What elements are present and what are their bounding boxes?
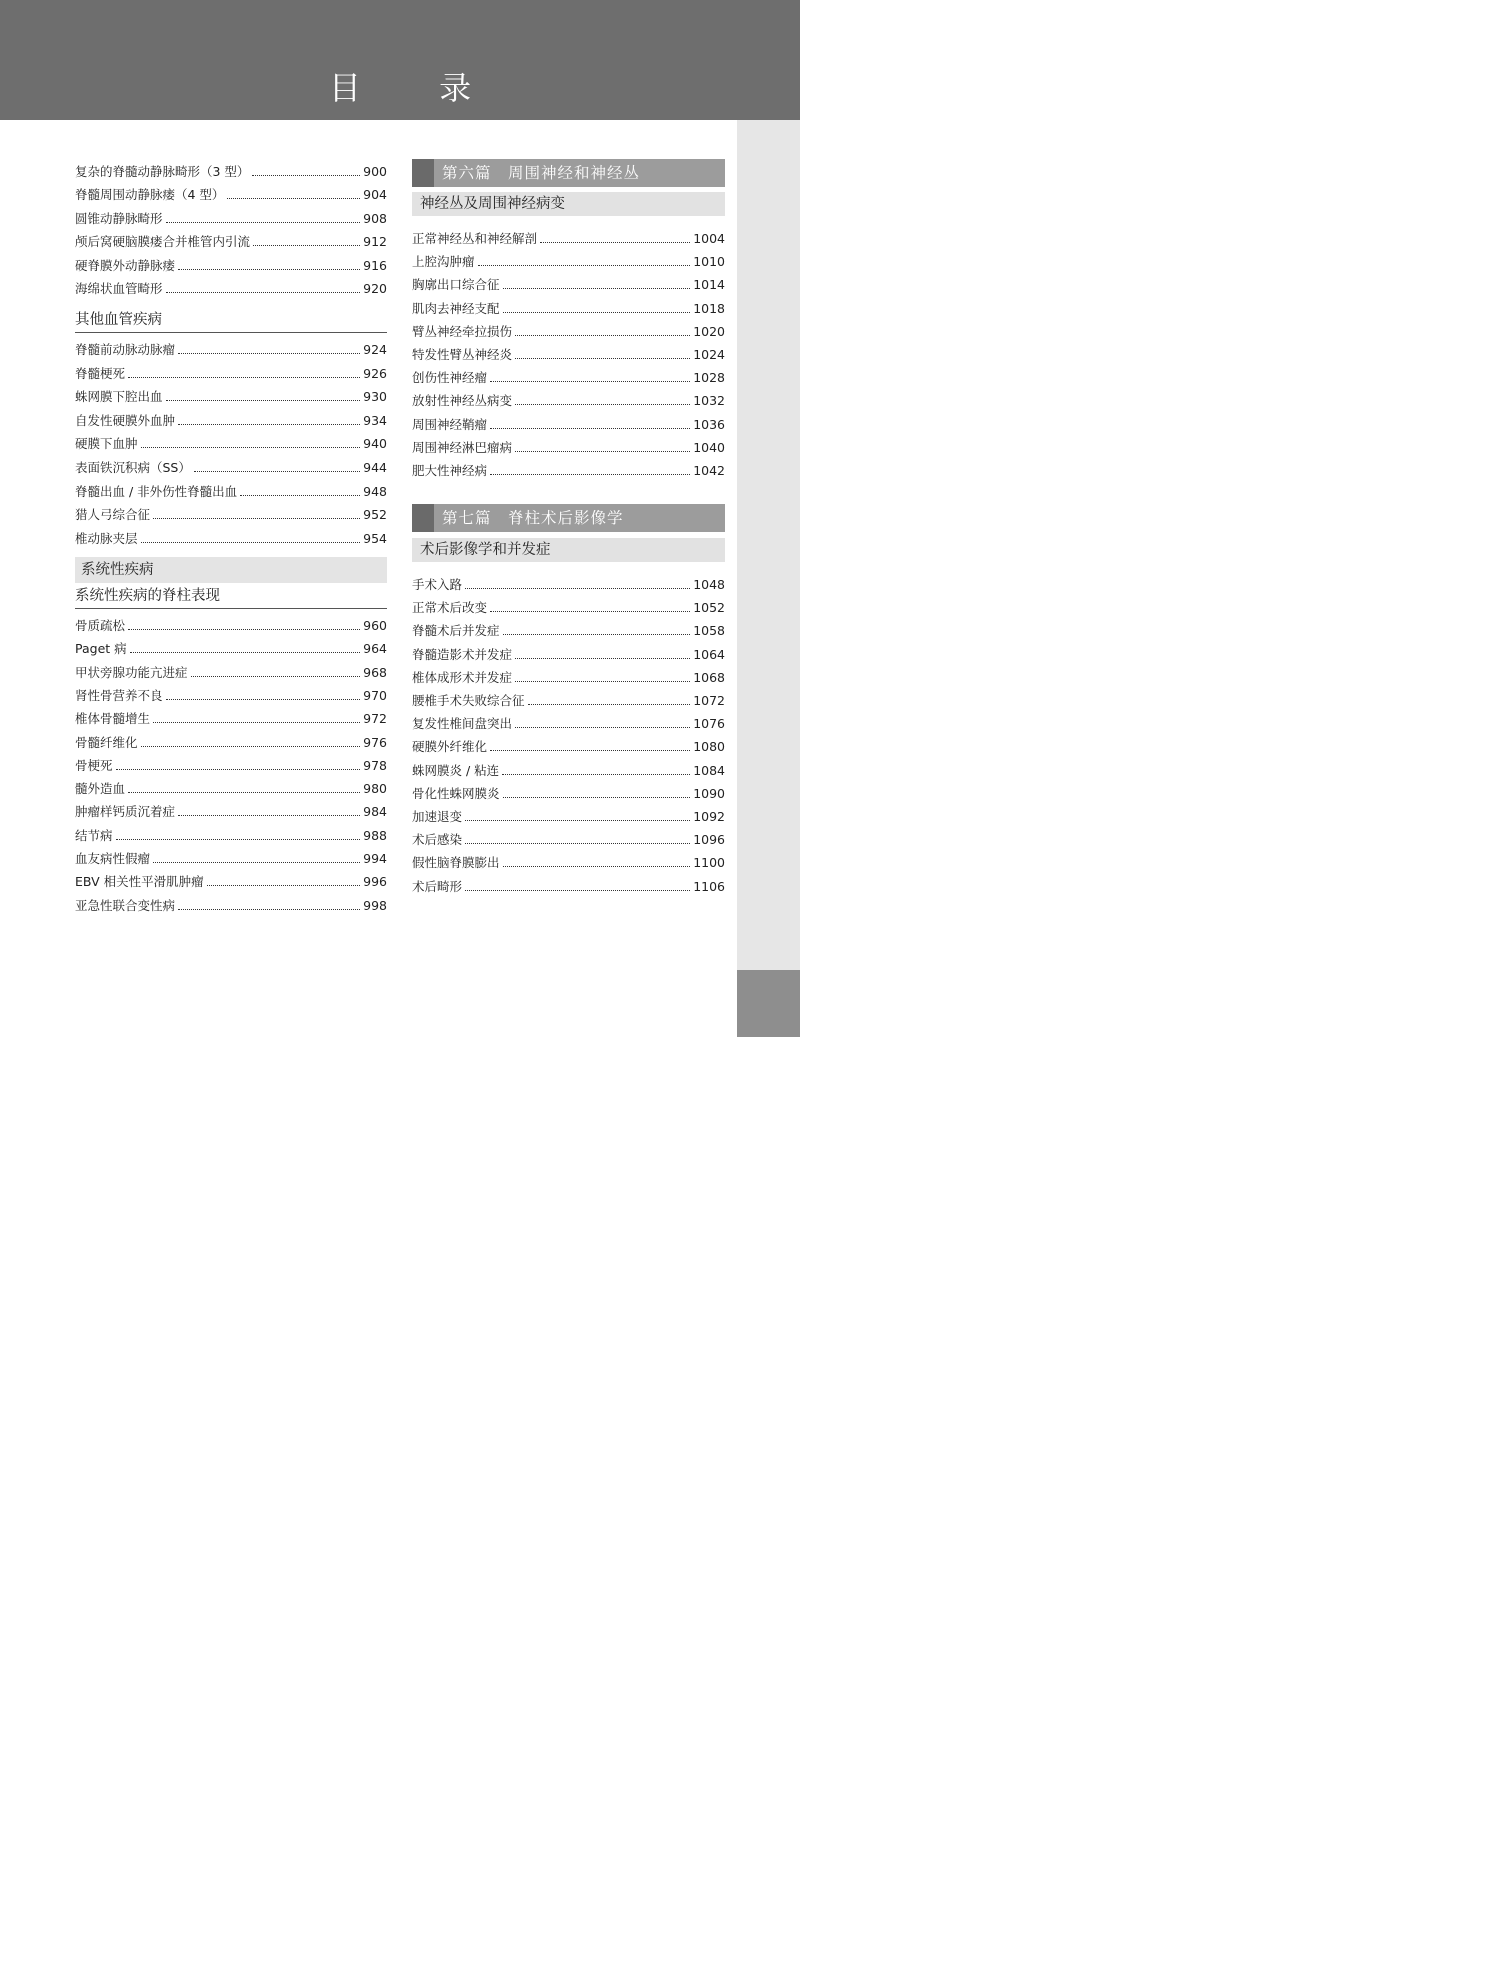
toc-entry-page: 1048 xyxy=(693,577,725,592)
toc-entry-title: 术后感染 xyxy=(412,832,463,848)
toc-leader-dots xyxy=(253,245,360,246)
toc-entry-title: 椎体成形术并发症 xyxy=(412,669,513,685)
toc-leader-dots xyxy=(116,839,361,840)
toc-leader-dots xyxy=(515,404,690,405)
toc-entry-title: 肿瘤样钙质沉着症 xyxy=(75,804,176,820)
toc-entry-page: 1014 xyxy=(693,277,725,293)
toc-entry-page: 1042 xyxy=(693,463,725,478)
toc-entry-title: 脊髓造影术并发症 xyxy=(412,646,513,662)
toc-entry[interactable] xyxy=(412,805,725,825)
toc-entry-page: 1064 xyxy=(693,646,725,662)
page-number-tab xyxy=(737,970,1495,1967)
toc-entry-page: 1096 xyxy=(693,832,725,848)
toc-leader-dots xyxy=(178,909,360,910)
toc-entry-title: 猎人弓综合征 xyxy=(75,507,151,523)
toc-entry-title: 肾性骨营养不良 xyxy=(75,687,163,703)
part-six-subheading xyxy=(412,192,725,216)
toc-entry-title: 周围神经淋巴瘤病 xyxy=(412,439,513,455)
toc-entry[interactable] xyxy=(412,413,725,433)
toc-entry-page: 904 xyxy=(363,187,387,203)
toc-entry[interactable] xyxy=(412,573,725,593)
toc-entry[interactable] xyxy=(75,731,387,751)
toc-leader-dots xyxy=(166,292,361,293)
toc-entry-page: 1018 xyxy=(693,300,725,316)
toc-entry-title: 特发性臂丛神经炎 xyxy=(412,347,513,362)
toc-entry[interactable] xyxy=(75,503,387,523)
toc-entry-page: 916 xyxy=(363,257,387,273)
part-seven-accent xyxy=(412,504,434,532)
toc-leader-dots xyxy=(465,588,690,589)
toc-leader-dots xyxy=(490,474,690,475)
toc-entry[interactable] xyxy=(75,480,387,500)
toc-entry-title: 椎体骨髓增生 xyxy=(75,711,151,727)
toc-leader-dots xyxy=(252,175,360,176)
toc-entry-page: 934 xyxy=(363,412,387,428)
toc-entry-page: 948 xyxy=(363,483,387,499)
part-seven-subheading-label: 术后影像学和并发症 xyxy=(420,542,551,558)
toc-entry-page: 1040 xyxy=(693,439,725,455)
toc-entry[interactable] xyxy=(412,851,725,871)
toc-entry[interactable] xyxy=(412,782,725,802)
toc-entry-title: 圆锥动静脉畸形 xyxy=(75,210,163,226)
toc-entry-page: 1072 xyxy=(693,693,725,708)
toc-entry-title: 创伤性神经瘤 xyxy=(412,370,488,386)
toc-leader-dots xyxy=(191,676,361,677)
toc-entry-page: 994 xyxy=(363,851,387,866)
toc-entry[interactable] xyxy=(412,436,725,456)
toc-leader-dots xyxy=(166,400,361,401)
toc-entry-title: 海绵状血管畸形 xyxy=(75,281,163,296)
toc-entry[interactable] xyxy=(412,459,725,479)
toc-entry-page: 984 xyxy=(363,804,387,820)
toc-entry[interactable] xyxy=(412,643,725,663)
toc-leader-dots xyxy=(503,634,691,635)
part-seven-subheading xyxy=(412,538,725,562)
toc-entry-page: 1092 xyxy=(693,809,725,824)
toc-leader-dots xyxy=(153,518,360,519)
toc-entry-page: 960 xyxy=(363,618,387,633)
toc-entry-title: 蛛网膜炎 / 粘连 xyxy=(412,762,500,778)
toc-entry-page: 912 xyxy=(363,234,387,250)
toc-entry[interactable] xyxy=(75,527,387,547)
toc-entry-page: 926 xyxy=(363,365,387,381)
toc-leader-dots xyxy=(515,451,690,452)
toc-entry-page: 1032 xyxy=(693,393,725,409)
toc-entry[interactable] xyxy=(75,338,387,358)
part-six-subheading-label: 神经丛及周围神经病变 xyxy=(420,196,565,212)
toc-leader-dots xyxy=(116,769,361,770)
toc-entry-title: 脊髓前动脉动脉瘤 xyxy=(75,342,176,357)
toc-entry-title: 加速退变 xyxy=(412,809,463,824)
toc-entry[interactable] xyxy=(412,366,725,386)
toc-entry-page: 1090 xyxy=(693,785,725,801)
toc-entry-title: 蛛网膜下腔出血 xyxy=(75,389,163,405)
toc-entry-title: 血友病性假瘤 xyxy=(75,851,151,866)
toc-leader-dots xyxy=(178,353,360,354)
toc-leader-dots xyxy=(515,681,690,682)
toc-leader-dots xyxy=(240,495,360,496)
toc-entry-title: 骨化性蛛网膜炎 xyxy=(412,785,500,801)
toc-entry-page: 980 xyxy=(363,781,387,797)
part-six-title: 第六篇 周围神经和神经丛 xyxy=(442,164,641,182)
toc-entry-title: 上腔沟肿瘤 xyxy=(412,254,475,270)
toc-leader-dots xyxy=(503,288,691,289)
toc-entry-page: 970 xyxy=(363,687,387,703)
toc-entry-page: 996 xyxy=(363,874,387,890)
toc-entry[interactable] xyxy=(75,207,387,227)
toc-entry-page: 976 xyxy=(363,734,387,750)
toc-entry-page: 940 xyxy=(363,436,387,452)
toc-entry[interactable] xyxy=(75,824,387,844)
toc-entry-page: 1084 xyxy=(693,762,725,778)
toc-entry-title: Paget 病 xyxy=(75,641,127,657)
toc-entry[interactable] xyxy=(75,894,387,914)
part-six-accent xyxy=(412,159,434,187)
toc-entry-page: 1028 xyxy=(693,370,725,386)
toc-leader-dots xyxy=(515,658,690,659)
toc-entry[interactable] xyxy=(412,666,725,686)
toc-entry[interactable] xyxy=(75,800,387,820)
toc-entry-title: 骨质疏松 xyxy=(75,618,126,633)
toc-entry-title: 假性脑脊膜膨出 xyxy=(412,855,500,871)
toc-entry-page: 998 xyxy=(363,897,387,913)
toc-entry-page: 1052 xyxy=(693,600,725,616)
toc-entry-title: EBV 相关性平滑肌肿瘤 xyxy=(75,874,204,890)
toc-entry-page: 1106 xyxy=(693,878,725,894)
toc-entry-title: 复杂的脊髓动静脉畸形（3 型） xyxy=(75,164,250,179)
toc-entry-title: 臂丛神经牵拉损伤 xyxy=(412,323,513,339)
toc-leader-dots xyxy=(540,242,690,243)
toc-entry[interactable] xyxy=(75,230,387,250)
toc-entry-title: 骨梗死 xyxy=(75,757,113,773)
toc-entry[interactable] xyxy=(75,754,387,774)
toc-entry-title: 硬脊膜外动静脉瘘 xyxy=(75,257,176,273)
toc-entry[interactable] xyxy=(412,343,725,363)
toc-entry[interactable] xyxy=(412,227,725,247)
toc-entry-page: 1100 xyxy=(693,855,725,871)
toc-entry-title: 自发性硬膜外血肿 xyxy=(75,412,176,428)
toc-leader-dots xyxy=(166,699,361,700)
toc-leader-dots xyxy=(515,335,690,336)
toc-leader-dots xyxy=(153,862,360,863)
section-heading-systemic: 系统性疾病的脊柱表现 xyxy=(75,586,387,609)
toc-left-column xyxy=(75,0,387,1037)
toc-entry[interactable] xyxy=(75,637,387,657)
toc-leader-dots xyxy=(194,471,360,472)
toc-entry-page: 988 xyxy=(363,827,387,843)
toc-entry-title: 脊髓周围动静脉瘘（4 型） xyxy=(75,187,225,203)
toc-entry[interactable] xyxy=(75,777,387,797)
toc-entry[interactable] xyxy=(75,362,387,382)
toc-leader-dots xyxy=(465,890,690,891)
toc-entry[interactable] xyxy=(75,707,387,727)
toc-leader-dots xyxy=(502,774,690,775)
toc-entry-page: 908 xyxy=(363,210,387,226)
toc-entry[interactable] xyxy=(412,735,725,755)
toc-entry[interactable] xyxy=(75,409,387,429)
toc-leader-dots xyxy=(465,843,690,844)
toc-entry[interactable] xyxy=(412,689,725,709)
toc-entry-title: 椎动脉夹层 xyxy=(75,530,138,546)
toc-entry-page: 1020 xyxy=(693,323,725,339)
toc-entry-title: 正常神经丛和神经解剖 xyxy=(412,231,538,246)
toc-leader-dots xyxy=(515,358,690,359)
toc-entry-title: 脊髓梗死 xyxy=(75,365,126,381)
section-band-systemic-label: 系统性疾病 xyxy=(81,562,154,578)
toc-entry-page: 978 xyxy=(363,757,387,773)
toc-entry-title: 腰椎手术失败综合征 xyxy=(412,693,525,708)
toc-entry-title: 结节病 xyxy=(75,827,113,843)
page-title: 目 录 xyxy=(328,69,506,107)
toc-entry-page: 920 xyxy=(363,281,387,296)
toc-entry-page: 1080 xyxy=(693,739,725,755)
toc-leader-dots xyxy=(153,722,360,723)
toc-leader-dots xyxy=(207,885,361,886)
part-six-bar xyxy=(412,159,725,187)
toc-entry[interactable] xyxy=(75,254,387,274)
toc-leader-dots xyxy=(128,377,360,378)
toc-entry-title: 手术入路 xyxy=(412,577,463,592)
side-strip xyxy=(737,120,800,1037)
toc-entry[interactable] xyxy=(412,712,725,732)
toc-entry-page: 1024 xyxy=(693,347,725,362)
toc-entry[interactable] xyxy=(412,596,725,616)
toc-entry-page: 1068 xyxy=(693,669,725,685)
toc-entry-page: 930 xyxy=(363,389,387,405)
toc-entry[interactable] xyxy=(75,277,387,297)
toc-entry[interactable] xyxy=(75,456,387,476)
toc-entry-title: 正常术后改变 xyxy=(412,600,488,616)
page-number: XV xyxy=(1479,1953,1495,1967)
toc-leader-dots xyxy=(478,265,691,266)
toc-entry-title: 术后畸形 xyxy=(412,878,463,894)
toc-leader-dots xyxy=(490,750,690,751)
toc-entry[interactable] xyxy=(412,875,725,895)
toc-leader-dots xyxy=(130,652,361,653)
toc-entry[interactable] xyxy=(412,828,725,848)
toc-entry-page: 954 xyxy=(363,530,387,546)
toc-entry-page: 972 xyxy=(363,711,387,727)
toc-right-column xyxy=(412,0,725,1037)
toc-leader-dots xyxy=(503,312,691,313)
toc-leader-dots xyxy=(141,542,361,543)
toc-entry-title: 周围神经鞘瘤 xyxy=(412,416,488,432)
toc-entry[interactable] xyxy=(412,389,725,409)
toc-entry-title: 脊髓术后并发症 xyxy=(412,623,500,639)
toc-leader-dots xyxy=(166,222,361,223)
toc-entry[interactable] xyxy=(75,614,387,634)
toc-entry[interactable] xyxy=(75,661,387,681)
toc-entry-page: 952 xyxy=(363,507,387,523)
toc-entry-page: 1036 xyxy=(693,416,725,432)
toc-entry-title: 硬膜下血肿 xyxy=(75,436,138,452)
toc-leader-dots xyxy=(227,198,360,199)
toc-entry-page: 900 xyxy=(363,164,387,179)
toc-entry-title: 复发性椎间盘突出 xyxy=(412,716,513,732)
toc-entry-title: 硬膜外纤维化 xyxy=(412,739,488,755)
toc-entry[interactable] xyxy=(412,759,725,779)
toc-entry-title: 肌肉去神经支配 xyxy=(412,300,500,316)
toc-leader-dots xyxy=(490,381,690,382)
toc-entry-page: 1004 xyxy=(693,231,725,246)
toc-entry-page: 964 xyxy=(363,641,387,657)
toc-entry-page: 944 xyxy=(363,460,387,475)
toc-entry[interactable] xyxy=(412,297,725,317)
toc-entry[interactable] xyxy=(75,847,387,867)
toc-leader-dots xyxy=(465,820,690,821)
toc-entry[interactable] xyxy=(75,183,387,203)
toc-entry[interactable] xyxy=(75,385,387,405)
toc-leader-dots xyxy=(515,727,690,728)
toc-entry[interactable] xyxy=(412,619,725,639)
section-band-systemic xyxy=(75,557,387,583)
toc-entry-page: 968 xyxy=(363,664,387,680)
toc-entry-title: 甲状旁腺功能亢进症 xyxy=(75,664,188,680)
toc-leader-dots xyxy=(178,424,360,425)
part-seven-title: 第七篇 脊柱术后影像学 xyxy=(442,509,624,527)
section-heading-vascular: 其他血管疾病 xyxy=(75,310,387,333)
toc-entry[interactable] xyxy=(412,320,725,340)
toc-entry[interactable] xyxy=(75,684,387,704)
toc-leader-dots xyxy=(528,704,691,705)
toc-leader-dots xyxy=(490,428,690,429)
toc-leader-dots xyxy=(178,815,360,816)
toc-leader-dots xyxy=(503,866,691,867)
toc-leader-dots xyxy=(490,611,690,612)
toc-entry-title: 胸廓出口综合征 xyxy=(412,277,500,293)
toc-entry-page: 1010 xyxy=(693,254,725,270)
toc-leader-dots xyxy=(178,269,360,270)
toc-entry[interactable] xyxy=(412,250,725,270)
toc-leader-dots xyxy=(128,792,360,793)
toc-entry[interactable] xyxy=(75,432,387,452)
toc-entry-title: 放射性神经丛病变 xyxy=(412,393,513,409)
toc-entry-page: 1058 xyxy=(693,623,725,639)
toc-entry-title: 肥大性神经病 xyxy=(412,463,488,478)
toc-leader-dots xyxy=(128,629,360,630)
toc-entry[interactable] xyxy=(75,870,387,890)
toc-entry[interactable] xyxy=(412,273,725,293)
toc-entry-title: 表面铁沉积病（SS） xyxy=(75,460,191,475)
toc-leader-dots xyxy=(141,447,361,448)
toc-leader-dots xyxy=(141,746,361,747)
toc-entry[interactable] xyxy=(75,160,387,180)
toc-entry-title: 亚急性联合变性病 xyxy=(75,897,176,913)
part-seven-bar xyxy=(412,504,725,532)
toc-entry-page: 924 xyxy=(363,342,387,357)
toc-leader-dots xyxy=(503,797,691,798)
toc-entry-title: 颅后窝硬脑膜瘘合并椎管内引流 xyxy=(75,234,251,250)
toc-entry-title: 骨髓纤维化 xyxy=(75,734,138,750)
toc-entry-title: 髓外造血 xyxy=(75,781,126,797)
toc-entry-title: 脊髓出血 / 非外伤性脊髓出血 xyxy=(75,483,238,499)
toc-entry-page: 1076 xyxy=(693,716,725,732)
